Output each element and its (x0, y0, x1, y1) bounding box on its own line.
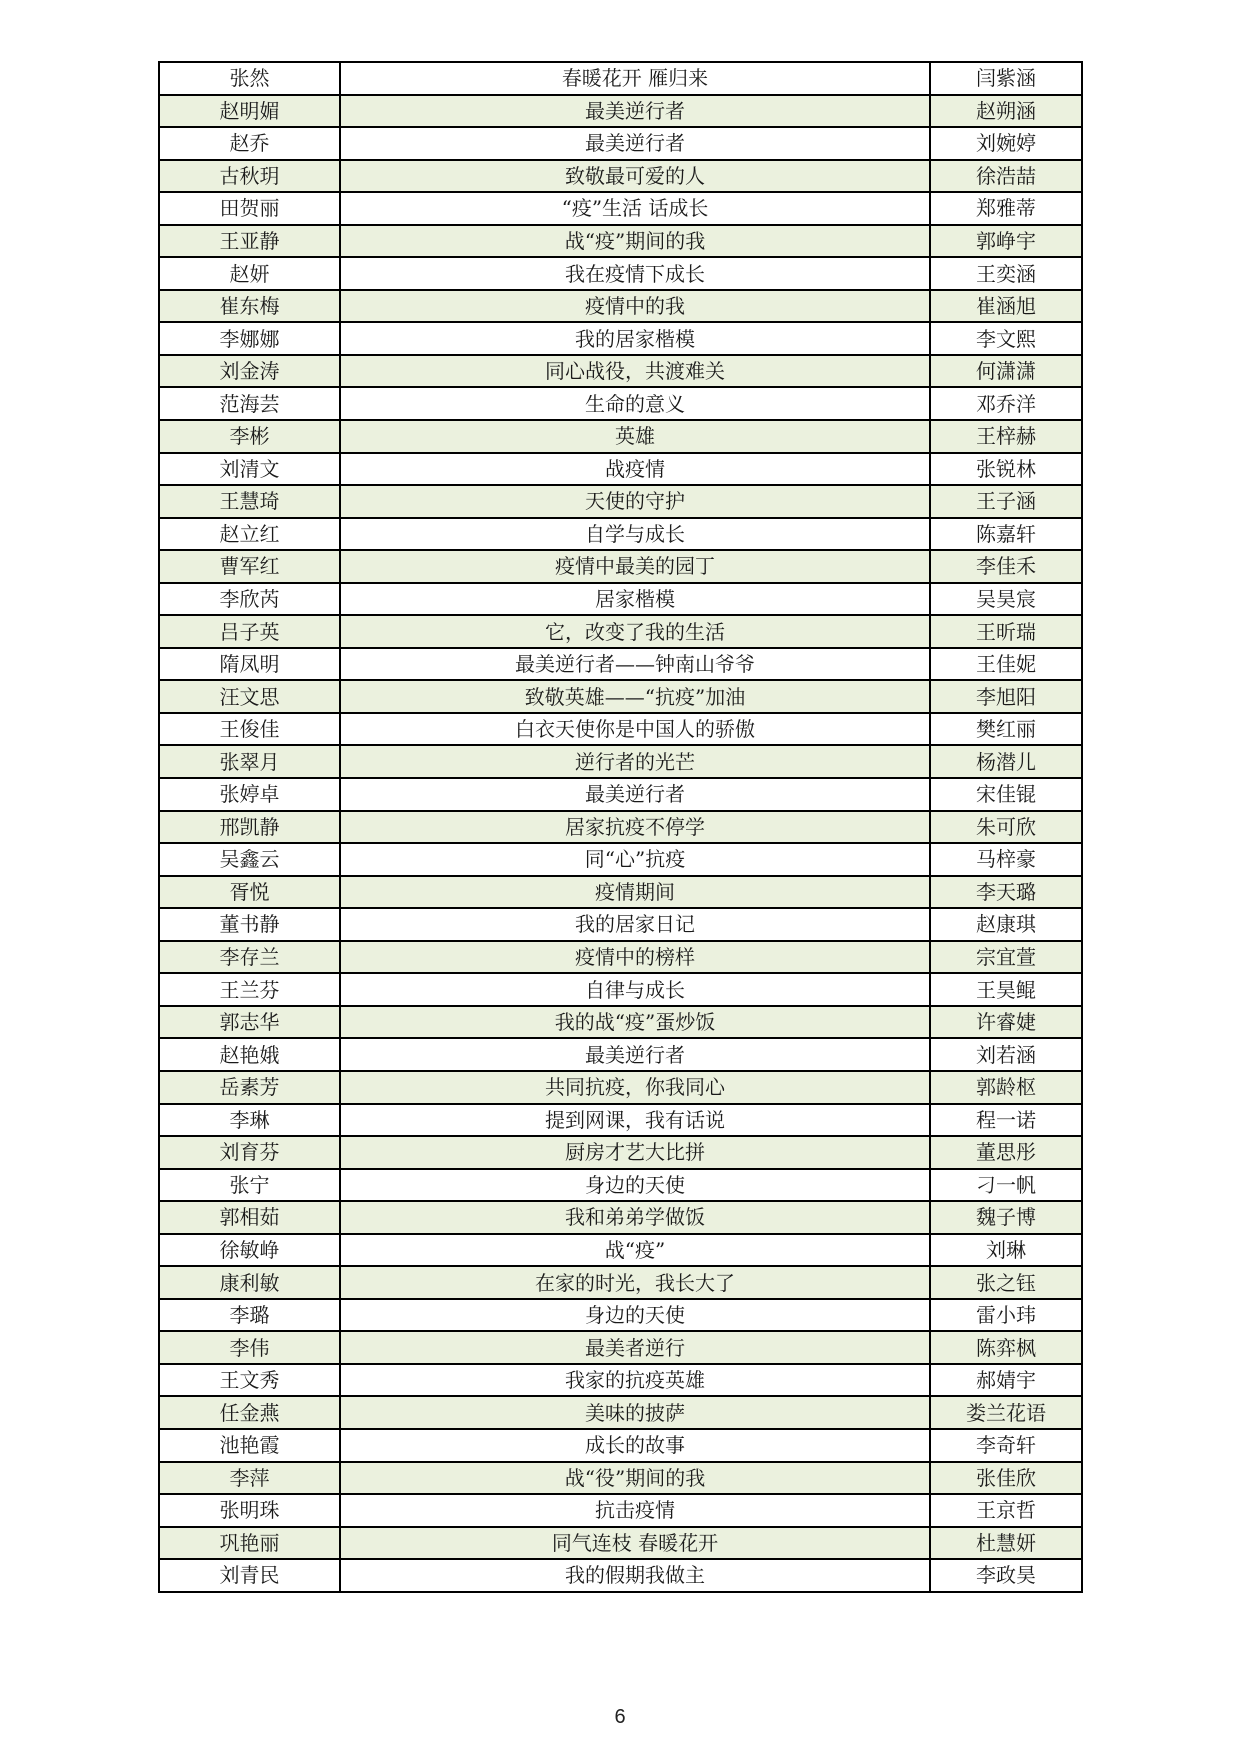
table-row (159, 680, 1082, 713)
student-name-cell: 樊红丽 (930, 713, 1082, 746)
student-name-cell: 郑雅蒂 (930, 192, 1082, 225)
teacher-name-cell: 古秋玥 (159, 160, 340, 193)
student-name-cell: 陈弈枫 (930, 1331, 1082, 1364)
student-name-cell: 王京哲 (930, 1494, 1082, 1527)
student-name-cell: 李文熙 (930, 322, 1082, 355)
work-title-cell: 天使的守护 (340, 485, 930, 518)
table-row (159, 485, 1082, 518)
work-title-cell: 美味的披萨 (340, 1396, 930, 1429)
work-title-cell: 同气连枝 春暖花开 (340, 1527, 930, 1560)
teacher-name-cell: 任金燕 (159, 1396, 340, 1429)
work-title-cell: 厨房才艺大比拼 (340, 1136, 930, 1169)
work-title-cell: 抗击疫情 (340, 1494, 930, 1527)
table-row (159, 1527, 1082, 1560)
teacher-name-cell: 李娜娜 (159, 322, 340, 355)
teacher-name-cell: 李存兰 (159, 941, 340, 974)
teacher-name-cell: 王亚静 (159, 225, 340, 258)
teacher-name-cell: 赵乔 (159, 127, 340, 160)
table-row (159, 518, 1082, 551)
student-name-cell: 宋佳锟 (930, 778, 1082, 811)
work-title-cell: 在家的时光，我长大了 (340, 1266, 930, 1299)
teacher-name-cell: 李彬 (159, 420, 340, 453)
table-row (159, 615, 1082, 648)
table-row (159, 420, 1082, 453)
table-row (159, 127, 1082, 160)
teacher-name-cell: 郭志华 (159, 1006, 340, 1039)
student-name-cell: 马梓豪 (930, 843, 1082, 876)
teacher-name-cell: 曹军红 (159, 550, 340, 583)
student-name-cell: 王奕涵 (930, 257, 1082, 290)
table-row (159, 908, 1082, 941)
table-row (159, 1201, 1082, 1234)
table-row (159, 1038, 1082, 1071)
student-name-cell: 李政昊 (930, 1559, 1082, 1592)
work-title-cell: 我在疫情下成长 (340, 257, 930, 290)
teacher-name-cell: 李伟 (159, 1331, 340, 1364)
work-title-cell: 战“役”期间的我 (340, 1462, 930, 1495)
work-title-cell: 最美者逆行 (340, 1331, 930, 1364)
table-row (159, 1234, 1082, 1267)
teacher-name-cell: 王俊佳 (159, 713, 340, 746)
table-row (159, 1462, 1082, 1495)
table-row (159, 160, 1082, 193)
table-row (159, 1559, 1082, 1592)
student-name-cell: 程一诺 (930, 1104, 1082, 1137)
teacher-name-cell: 巩艳丽 (159, 1527, 340, 1560)
work-title-cell: 同心战役，共渡难关 (340, 355, 930, 388)
table-row (159, 387, 1082, 420)
student-name-cell: 董思彤 (930, 1136, 1082, 1169)
student-name-cell: 娄兰花语 (930, 1396, 1082, 1429)
table-row (159, 95, 1082, 128)
work-title-cell: 身边的天使 (340, 1169, 930, 1202)
table-row (159, 583, 1082, 616)
roster-table-body (159, 62, 1082, 1592)
table-row (159, 811, 1082, 844)
teacher-name-cell: 李萍 (159, 1462, 340, 1495)
work-title-cell: 疫情期间 (340, 876, 930, 909)
table-row (159, 1169, 1082, 1202)
teacher-name-cell: 岳素芳 (159, 1071, 340, 1104)
student-name-cell: 杨潜儿 (930, 745, 1082, 778)
student-name-cell: 宗宜萱 (930, 941, 1082, 974)
work-title-cell: 最美逆行者 (340, 778, 930, 811)
table-row (159, 453, 1082, 486)
teacher-name-cell: 李璐 (159, 1299, 340, 1332)
work-title-cell: 生命的意义 (340, 387, 930, 420)
table-row (159, 257, 1082, 290)
student-name-cell: 徐浩喆 (930, 160, 1082, 193)
student-name-cell: 张锐林 (930, 453, 1082, 486)
table-row (159, 1331, 1082, 1364)
work-title-cell: 战“疫”期间的我 (340, 225, 930, 258)
work-title-cell: 我的战“疫”蛋炒饭 (340, 1006, 930, 1039)
student-name-cell: 张之钰 (930, 1266, 1082, 1299)
teacher-name-cell: 刘金涛 (159, 355, 340, 388)
table-row (159, 290, 1082, 323)
work-title-cell: 疫情中最美的园丁 (340, 550, 930, 583)
work-title-cell: 最美逆行者 (340, 1038, 930, 1071)
work-title-cell: 居家抗疫不停学 (340, 811, 930, 844)
table-row (159, 876, 1082, 909)
work-title-cell: 它，改变了我的生活 (340, 615, 930, 648)
student-name-cell: 何潇潇 (930, 355, 1082, 388)
work-title-cell: 自学与成长 (340, 518, 930, 551)
teacher-name-cell: 董书静 (159, 908, 340, 941)
work-title-cell: 我的居家楷模 (340, 322, 930, 355)
teacher-name-cell: 池艳霞 (159, 1429, 340, 1462)
student-name-cell: 王昊鲲 (930, 973, 1082, 1006)
table-row (159, 1299, 1082, 1332)
teacher-name-cell: 胥悦 (159, 876, 340, 909)
student-name-cell: 李佳禾 (930, 550, 1082, 583)
table-row (159, 62, 1082, 95)
student-name-cell: 张佳欣 (930, 1462, 1082, 1495)
work-title-cell: 共同抗疫，你我同心 (340, 1071, 930, 1104)
work-title-cell: 最美逆行者——钟南山爷爷 (340, 648, 930, 681)
student-name-cell: 李旭阳 (930, 680, 1082, 713)
work-title-cell: 我家的抗疫英雄 (340, 1364, 930, 1397)
student-name-cell: 闫紫涵 (930, 62, 1082, 95)
student-name-cell: 王梓赫 (930, 420, 1082, 453)
teacher-name-cell: 康利敏 (159, 1266, 340, 1299)
student-name-cell: 赵朔涵 (930, 95, 1082, 128)
table-row (159, 713, 1082, 746)
work-title-cell: 最美逆行者 (340, 127, 930, 160)
page-number: 6 (614, 1706, 626, 1728)
teacher-name-cell: 李欣芮 (159, 583, 340, 616)
student-name-cell: 刘婉婷 (930, 127, 1082, 160)
student-name-cell: 赵康琪 (930, 908, 1082, 941)
work-title-cell: 同“心”抗疫 (340, 843, 930, 876)
teacher-name-cell: 邢凯静 (159, 811, 340, 844)
teacher-name-cell: 吴鑫云 (159, 843, 340, 876)
teacher-name-cell: 徐敏峥 (159, 1234, 340, 1267)
work-title-cell: 白衣天使你是中国人的骄傲 (340, 713, 930, 746)
work-title-cell: 自律与成长 (340, 973, 930, 1006)
teacher-name-cell: 张明珠 (159, 1494, 340, 1527)
work-title-cell: 疫情中的我 (340, 290, 930, 323)
table-row (159, 1396, 1082, 1429)
table-row (159, 1494, 1082, 1527)
teacher-name-cell: 王兰芬 (159, 973, 340, 1006)
student-name-cell: 许睿婕 (930, 1006, 1082, 1039)
work-title-cell: 最美逆行者 (340, 95, 930, 128)
table-row (159, 550, 1082, 583)
work-title-cell: “疫”生活 话成长 (340, 192, 930, 225)
teacher-name-cell: 王文秀 (159, 1364, 340, 1397)
student-name-cell: 王佳妮 (930, 648, 1082, 681)
work-title-cell: 疫情中的榜样 (340, 941, 930, 974)
table-row (159, 355, 1082, 388)
work-title-cell: 居家楷模 (340, 583, 930, 616)
work-title-cell: 提到网课，我有话说 (340, 1104, 930, 1137)
table-row (159, 1104, 1082, 1137)
teacher-name-cell: 刘清文 (159, 453, 340, 486)
student-name-cell: 郝婧宇 (930, 1364, 1082, 1397)
table-row (159, 225, 1082, 258)
work-title-cell: 春暖花开 雁归来 (340, 62, 930, 95)
student-name-cell: 朱可欣 (930, 811, 1082, 844)
student-name-cell: 陈嘉轩 (930, 518, 1082, 551)
student-name-cell: 吴昊宸 (930, 583, 1082, 616)
work-title-cell: 我的假期我做主 (340, 1559, 930, 1592)
teacher-name-cell: 刘育芬 (159, 1136, 340, 1169)
student-name-cell: 郭龄枢 (930, 1071, 1082, 1104)
student-name-cell: 王子涵 (930, 485, 1082, 518)
table-row (159, 1266, 1082, 1299)
teacher-name-cell: 崔东梅 (159, 290, 340, 323)
student-name-cell: 李天璐 (930, 876, 1082, 909)
teacher-name-cell: 隋凤明 (159, 648, 340, 681)
teacher-name-cell: 郭相茹 (159, 1201, 340, 1234)
table-row (159, 322, 1082, 355)
teacher-name-cell: 张婷卓 (159, 778, 340, 811)
table-row (159, 1071, 1082, 1104)
table-row (159, 1429, 1082, 1462)
table-row (159, 648, 1082, 681)
teacher-name-cell: 田贺丽 (159, 192, 340, 225)
table-row (159, 778, 1082, 811)
student-name-cell: 崔涵旭 (930, 290, 1082, 323)
student-name-cell: 邓乔洋 (930, 387, 1082, 420)
student-name-cell: 雷小玮 (930, 1299, 1082, 1332)
table-row (159, 1364, 1082, 1397)
work-title-cell: 我的居家日记 (340, 908, 930, 941)
teacher-name-cell: 张然 (159, 62, 340, 95)
teacher-name-cell: 赵明媚 (159, 95, 340, 128)
table-row (159, 192, 1082, 225)
work-title-cell: 我和弟弟学做饭 (340, 1201, 930, 1234)
table-row (159, 745, 1082, 778)
work-title-cell: 逆行者的光芒 (340, 745, 930, 778)
teacher-name-cell: 刘青民 (159, 1559, 340, 1592)
teacher-name-cell: 李琳 (159, 1104, 340, 1137)
teacher-name-cell: 王慧琦 (159, 485, 340, 518)
roster-table (158, 61, 1083, 1593)
work-title-cell: 致敬英雄——“抗疫”加油 (340, 680, 930, 713)
teacher-name-cell: 赵艳娥 (159, 1038, 340, 1071)
table-row (159, 843, 1082, 876)
work-title-cell: 战“疫” (340, 1234, 930, 1267)
work-title-cell: 战疫情 (340, 453, 930, 486)
teacher-name-cell: 范海芸 (159, 387, 340, 420)
table-row (159, 941, 1082, 974)
work-title-cell: 英雄 (340, 420, 930, 453)
table-row (159, 973, 1082, 1006)
teacher-name-cell: 汪文思 (159, 680, 340, 713)
student-name-cell: 李奇轩 (930, 1429, 1082, 1462)
student-name-cell: 刘琳 (930, 1234, 1082, 1267)
work-title-cell: 成长的故事 (340, 1429, 930, 1462)
student-name-cell: 杜慧妍 (930, 1527, 1082, 1560)
table-row (159, 1136, 1082, 1169)
student-name-cell: 王昕瑞 (930, 615, 1082, 648)
student-name-cell: 刁一帆 (930, 1169, 1082, 1202)
work-title-cell: 身边的天使 (340, 1299, 930, 1332)
student-name-cell: 刘若涵 (930, 1038, 1082, 1071)
student-name-cell: 魏子博 (930, 1201, 1082, 1234)
teacher-name-cell: 赵立红 (159, 518, 340, 551)
teacher-name-cell: 吕子英 (159, 615, 340, 648)
teacher-name-cell: 张翠月 (159, 745, 340, 778)
table-row (159, 1006, 1082, 1039)
student-name-cell: 郭峥宇 (930, 225, 1082, 258)
work-title-cell: 致敬最可爱的人 (340, 160, 930, 193)
teacher-name-cell: 赵妍 (159, 257, 340, 290)
teacher-name-cell: 张宁 (159, 1169, 340, 1202)
